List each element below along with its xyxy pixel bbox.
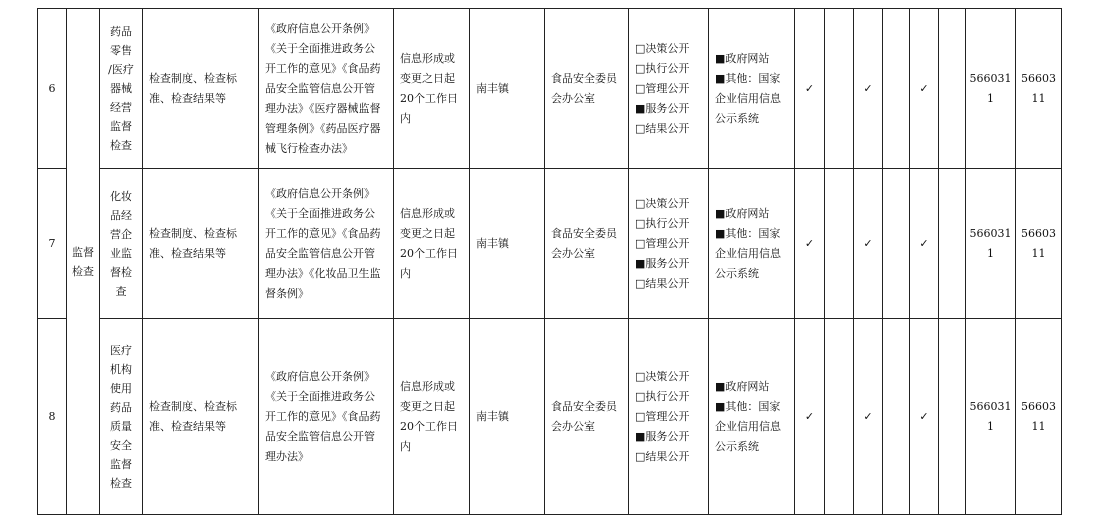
check-mark: ✓: [854, 169, 883, 319]
item-name-cell: [100, 9, 143, 169]
item-name-line: 药品: [110, 25, 132, 38]
check-mark: [825, 9, 854, 169]
check-mark: [825, 169, 854, 319]
cell-text-line: 开工作的意见》《食品药: [265, 61, 381, 75]
cell-text-line: 理办法》《医疗器械监督: [265, 101, 381, 115]
cell-text-line: ■服务公开: [635, 256, 690, 270]
check-mark: ✓: [910, 9, 939, 169]
item-name-line: 查: [115, 284, 127, 298]
phone-text-line: 1: [987, 246, 994, 260]
phone-cell: [1016, 319, 1062, 515]
cell-text-line: 开工作的意见》《食品药: [265, 409, 381, 423]
item-name-line: 品经: [110, 208, 132, 222]
item-name-cell: [100, 319, 143, 515]
scope-cell: [629, 319, 709, 515]
phone-cell: [966, 169, 1016, 319]
check-mark: ✓: [795, 319, 825, 515]
cell-text-line: 品安全监管信息公开管: [265, 429, 375, 443]
cell-text-line: □执行公开: [635, 61, 690, 75]
phone-text-line: 1: [987, 91, 994, 105]
check-mark: [939, 319, 966, 515]
phone-text-line: 56603: [1021, 399, 1056, 413]
item-name-line: /医疗: [108, 63, 134, 76]
department-cell: 食品安全委员会办公室: [545, 319, 629, 515]
category-text-line: 检查: [72, 264, 94, 278]
row-number: 8: [38, 319, 67, 515]
check-mark: [825, 319, 854, 515]
cell-text-line: 《政府信息公开条例》: [265, 21, 375, 35]
cell-text-line: 《政府信息公开条例》: [265, 369, 375, 383]
cell-text-line: □决策公开: [635, 369, 690, 383]
check-mark: [883, 169, 910, 319]
item-name-line: 检查: [110, 476, 132, 490]
item-name-line: 化妆: [110, 189, 132, 203]
item-name-line: 经营: [110, 101, 132, 114]
cell-text-line: 《关于全面推进政务公: [265, 41, 375, 55]
subject-cell: 南丰镇: [470, 319, 545, 515]
phone-text-line: 56603: [1021, 226, 1056, 240]
phone-cell: [1016, 169, 1062, 319]
basis-cell: [259, 9, 394, 169]
cell-text-line: 品安全监管信息公开管: [265, 246, 375, 260]
check-mark: [939, 169, 966, 319]
cell-text-line: 《关于全面推进政务公: [265, 206, 375, 220]
item-name-line: 零售: [110, 44, 132, 57]
cell-text-line: 管理条例》《药品医疗器: [265, 121, 381, 135]
item-name-line: 机构: [110, 362, 132, 376]
cell-text-line: □结果公开: [635, 121, 690, 135]
item-name-line: 药品: [110, 400, 132, 414]
cell-text-line: 《关于全面推进政务公: [265, 389, 375, 403]
cell-text-line: □结果公开: [635, 276, 690, 290]
item-name-line: 质量: [110, 419, 132, 433]
phone-text-line: 566031: [969, 226, 1012, 240]
check-mark: [883, 319, 910, 515]
item-name-line: 使用: [110, 381, 132, 395]
disclosure-content-cell: 检查制度、检查标准、检查结果等: [143, 9, 259, 169]
phone-text-line: 11: [1031, 246, 1046, 260]
item-name-line: 监督: [110, 457, 132, 471]
phone-text-line: 11: [1031, 91, 1046, 105]
scope-cell: [629, 9, 709, 169]
basis-cell: [259, 169, 394, 319]
phone-text-line: 566031: [969, 399, 1012, 413]
cell-text-line: ■政府网站: [715, 51, 770, 65]
phone-cell: [966, 9, 1016, 169]
cell-text-line: ■政府网站: [715, 206, 770, 220]
cell-text-line: □决策公开: [635, 41, 690, 55]
disclosure-content-cell: 检查制度、检查标准、检查结果等: [143, 169, 259, 319]
cell-text-line: □管理公开: [635, 81, 690, 95]
category-cell: [67, 9, 100, 515]
cell-text-line: ■服务公开: [635, 101, 690, 115]
cell-text-line: □管理公开: [635, 409, 690, 423]
table-row: [38, 319, 1062, 515]
cell-text-line: □执行公开: [635, 389, 690, 403]
cell-text-line: □执行公开: [635, 216, 690, 230]
cell-text-line: 理办法》: [265, 449, 309, 463]
cell-text-line: 品安全监管信息公开管: [265, 81, 375, 95]
check-mark: [883, 9, 910, 169]
channel-cell: [709, 169, 795, 319]
department-cell: 食品安全委员会办公室: [545, 9, 629, 169]
check-mark: [939, 9, 966, 169]
check-mark: ✓: [795, 169, 825, 319]
row-number: 7: [38, 169, 67, 319]
item-name-cell: [100, 169, 143, 319]
item-name-line: 督检: [110, 265, 132, 279]
phone-text-line: 566031: [969, 71, 1012, 85]
cell-text-line: 理办法》《化妆品卫生监: [265, 266, 381, 280]
item-name-line: 器械: [110, 82, 132, 95]
table-row: [38, 9, 1062, 169]
subject-cell: 南丰镇: [470, 9, 545, 169]
scope-cell: [629, 169, 709, 319]
channel-cell: [709, 319, 795, 515]
item-name-line: 检查: [110, 139, 132, 152]
phone-cell: [1016, 9, 1062, 169]
item-name-line: 营企: [110, 227, 132, 241]
cell-text-line: □结果公开: [635, 449, 690, 463]
phone-text-line: 11: [1031, 419, 1046, 433]
cell-text-line: 开工作的意见》《食品药: [265, 226, 381, 240]
check-mark: ✓: [910, 169, 939, 319]
item-name-line: 安全: [110, 438, 132, 452]
check-mark: ✓: [795, 9, 825, 169]
check-mark: ✓: [910, 319, 939, 515]
channel-cell: [709, 9, 795, 169]
item-name-line: 业监: [110, 246, 132, 260]
cell-text-line: □管理公开: [635, 236, 690, 250]
cell-text-line: ■其他：国家企业信用信息公示系统: [715, 399, 781, 453]
category-text-line: 监督: [72, 245, 94, 259]
disclosure-content-cell: 检查制度、检查标准、检查结果等: [143, 319, 259, 515]
disclosure-table: [37, 8, 1062, 515]
cell-text-line: 《政府信息公开条例》: [265, 186, 375, 200]
item-name-line: 医疗: [110, 343, 132, 357]
check-mark: ✓: [854, 319, 883, 515]
phone-text-line: 56603: [1021, 71, 1056, 85]
phone-cell: [966, 319, 1016, 515]
time-limit-cell: 信息形成或变更之日起20个工作日内: [394, 319, 470, 515]
cell-text-line: ■政府网站: [715, 379, 770, 393]
table-row: [38, 169, 1062, 319]
check-mark: ✓: [854, 9, 883, 169]
cell-text-line: ■服务公开: [635, 429, 690, 443]
cell-text-line: □决策公开: [635, 196, 690, 210]
basis-cell: [259, 319, 394, 515]
cell-text-line: ■其他：国家企业信用信息公示系统: [715, 71, 781, 125]
cell-text-line: 械飞行检查办法》: [265, 141, 353, 155]
phone-text-line: 1: [987, 419, 994, 433]
item-name-line: 监督: [110, 120, 132, 133]
time-limit-cell: 信息形成或变更之日起20个工作日内: [394, 9, 470, 169]
department-cell: 食品安全委员会办公室: [545, 169, 629, 319]
row-number: 6: [38, 9, 67, 169]
time-limit-cell: 信息形成或变更之日起20个工作日内: [394, 169, 470, 319]
cell-text-line: 督条例》: [265, 286, 309, 300]
cell-text-line: ■其他：国家企业信用信息公示系统: [715, 226, 781, 280]
subject-cell: 南丰镇: [470, 169, 545, 319]
